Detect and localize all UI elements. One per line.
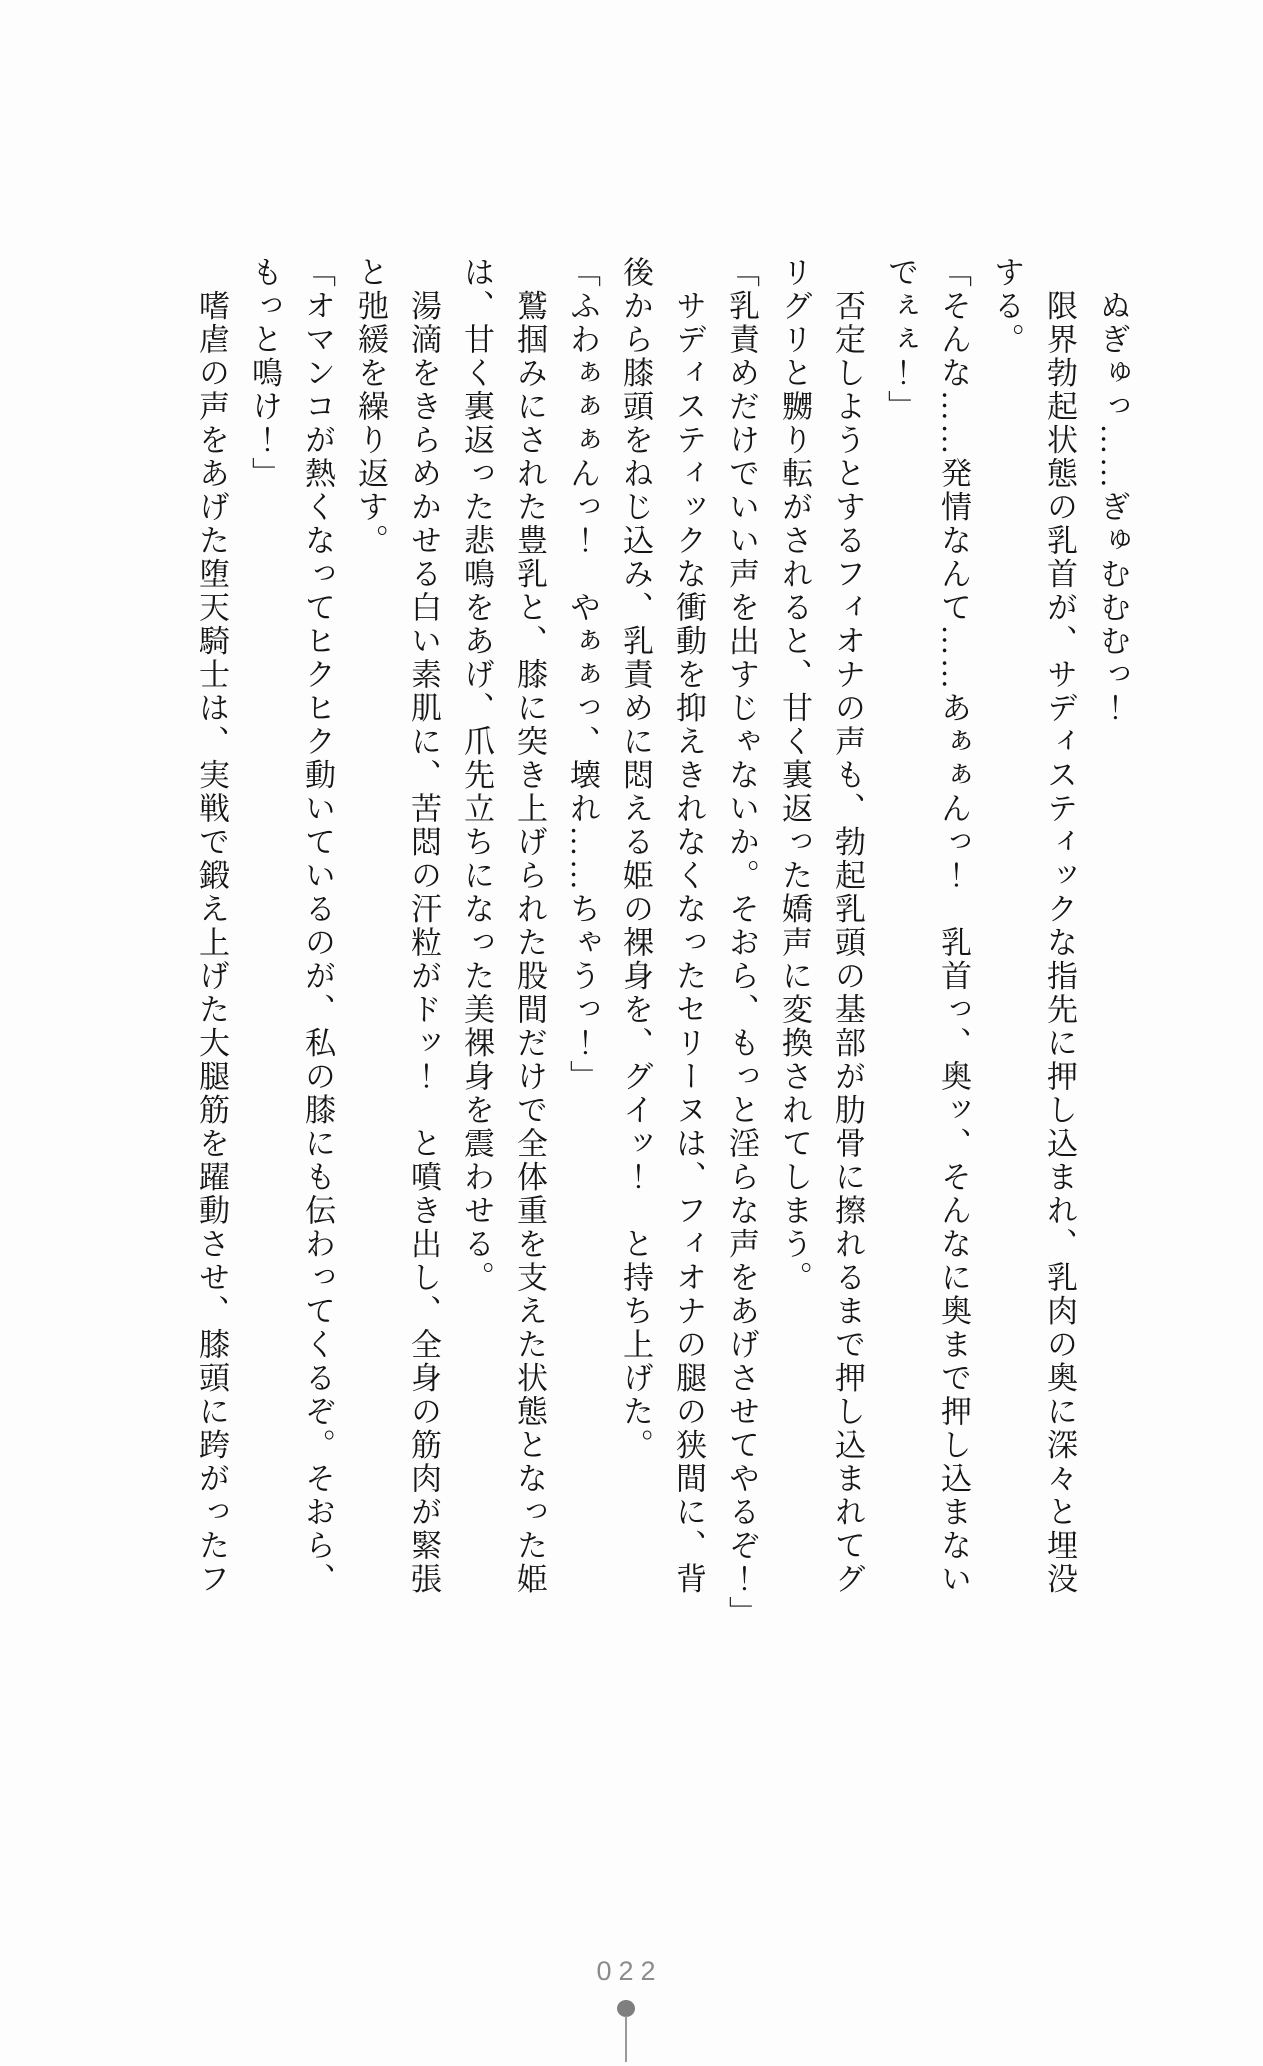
text-line: もっと鳴け！」 xyxy=(247,256,282,491)
page-text-block xyxy=(185,256,1139,1660)
pin-stem-line xyxy=(625,2016,627,2062)
pin-circle-icon xyxy=(617,2000,635,2017)
text-line: 「乳責めだけでいい声を出すじゃないか。そおら、もっと淫らな声をあげさせてやるぞ！」 xyxy=(724,256,759,1630)
text-line: 後から膝頭をねじ込み、乳責めに悶える姫の裸身を、グイッ！ と持ち上げた。 xyxy=(618,256,653,1462)
text-line: 「ふわぁぁぁんっ！ やぁぁっ、壊れ……ちゃうっ！」 xyxy=(565,256,600,1094)
page-footer xyxy=(0,1956,1252,2062)
text-line: サディスティックな衝動を抑えきれなくなったセリーヌは、フィオナの腿の狭間に、背 xyxy=(671,256,706,1596)
text-line: 「オマンコが熱くなってヒクヒク動いているのが、私の膝にも伝わってくるぞ。そおら、 xyxy=(300,256,335,1596)
text-line: 嗜虐の声をあげた堕天騎士は、実戦で鍛え上げた大腿筋を躍動させ、膝頭に跨がったフ xyxy=(194,256,229,1596)
page-number: 022 xyxy=(596,1956,663,1986)
text-line: 湯滴をきらめかせる白い素肌に、苦悶の汗粒がドッ！ と噴き出し、全身の筋肉が緊張 xyxy=(406,256,441,1596)
text-line: 鷲掴みにされた豊乳と、膝に突き上げられた股間だけで全体重を支えた状態となった姫 xyxy=(512,256,547,1596)
text-line: 「そんな……発情なんて……あぁぁんっ！ 乳首っ、奥ッ、そんなに奥まで押し込まない xyxy=(936,256,971,1596)
text-line: する。 xyxy=(989,256,1024,357)
page-ornament-pin-icon xyxy=(0,2000,1252,2062)
text-line: と弛緩を繰り返す。 xyxy=(353,256,388,558)
text-line: 否定しようとするフィオナの声も、勃起乳頭の基部が肋骨に擦れるまで押し込まれてグ xyxy=(830,256,865,1596)
text-line: リグリと嬲り転がされると、甘く裏返った嬌声に変換されてしまう。 xyxy=(777,256,812,1295)
text-line: ぬぎゅっ……ぎゅむむむっ！ xyxy=(1095,256,1130,725)
text-line: は、甘く裏返った悲鳴をあげ、爪先立ちになった美裸身を震わせる。 xyxy=(459,256,494,1295)
text-line: 限界勃起状態の乳首が、サディスティックな指先に押し込まれ、乳肉の奥に深々と埋没 xyxy=(1042,256,1077,1596)
text-line: でぇぇ！」 xyxy=(883,256,918,424)
